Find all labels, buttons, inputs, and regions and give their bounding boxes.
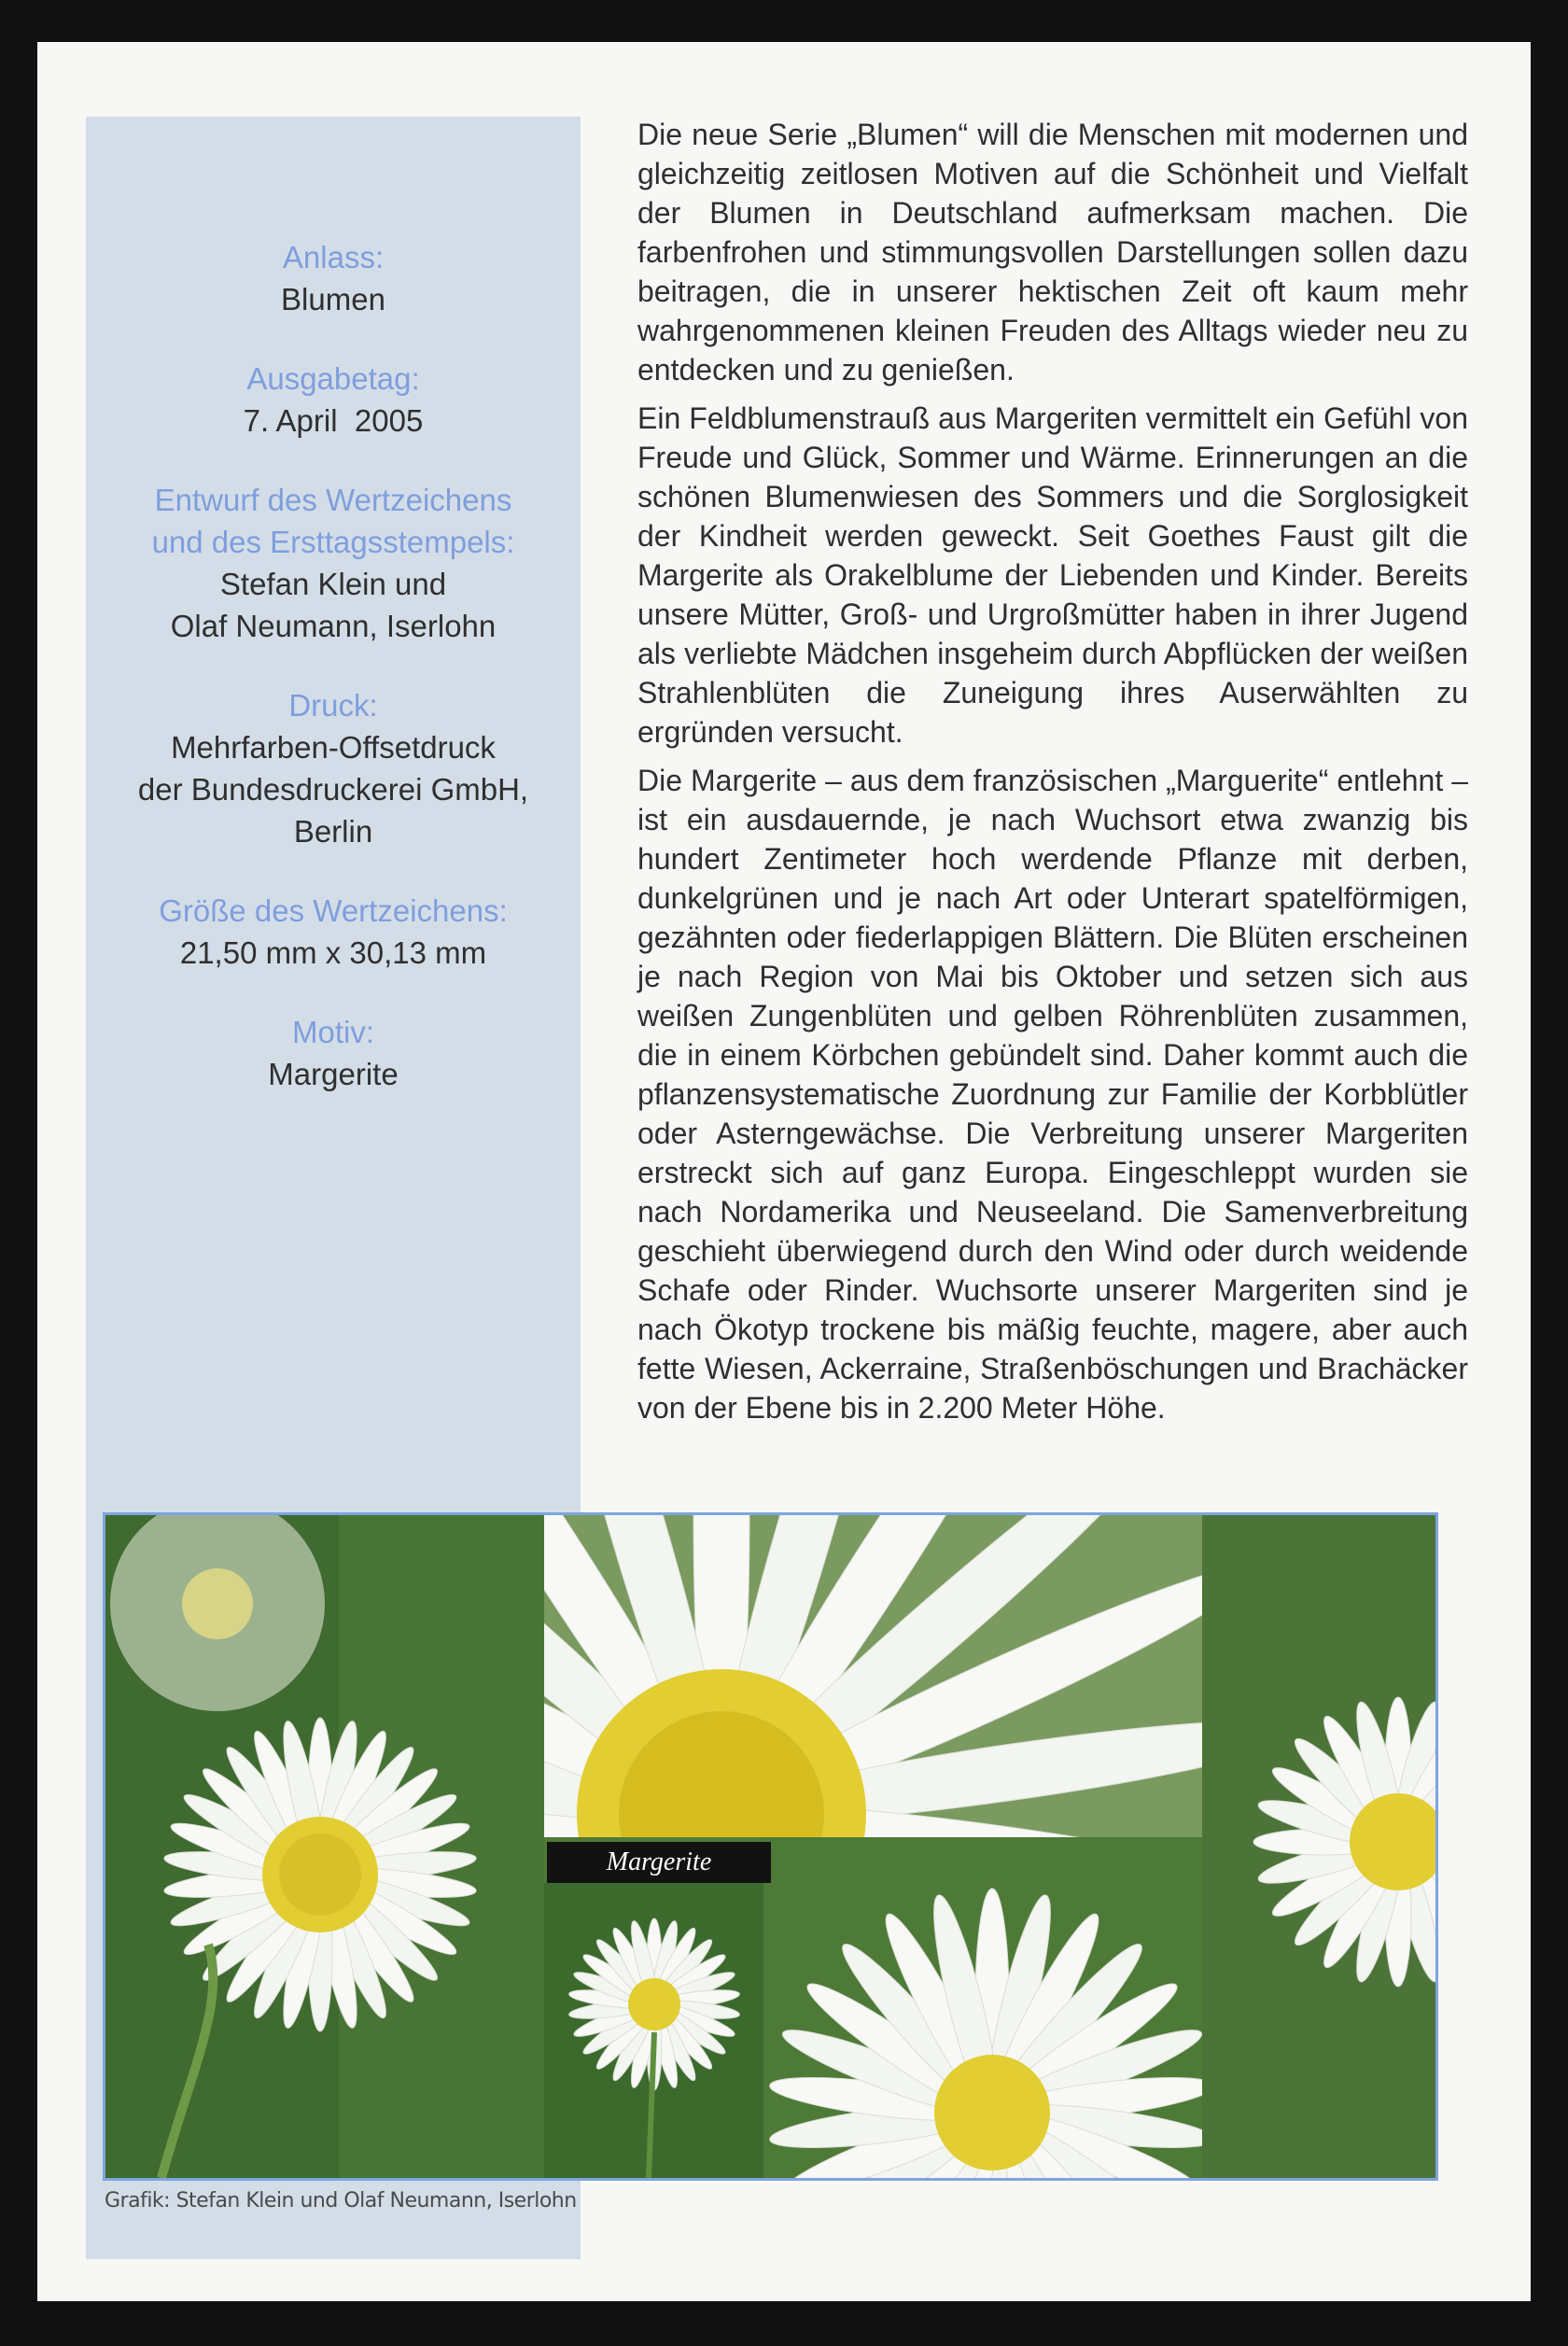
daisy-closeup-illustration	[544, 1515, 1202, 1837]
photo-bottom-large-daisy	[763, 1837, 1202, 2178]
info-block-ausgabetag	[86, 358, 581, 442]
daisy-side-illustration	[1202, 1515, 1435, 2178]
daisy-small-illustration	[544, 1883, 763, 2178]
info-value: Olaf Neumann, Iserlohn	[170, 609, 497, 643]
info-value: 21,50 mm x 30,13 mm	[179, 935, 487, 970]
photo-bottom-small-daisy	[544, 1883, 763, 2178]
info-label: Größe des Wertzeichens:	[159, 893, 508, 928]
article-paragraph: Die Margerite – aus dem französischen „Marguerite“ entlehnt – ist ein ausdauernde, je nach Wuchsort etwa zwanzig bis hundert Zentimeter hoch werdende Pflanze mit derben, dunkelgrünen und je nach Art oder Unterart spatelförmigen, gezähnten oder fiederlappigen Blättern. Die Blüten erscheinen je nach Region von Mai bis Oktober und setzen sich aus weißen Zungenblüten und gelben Röhrenblüten zusammen, die in einem Körbchen gebündelt sind. Daher kommt auch die pflanzensystematische Zuordnung zur Familie der Korbblütler oder Asterngewächse. Die Verbreitung unserer Margeriten erstreckt sich auf ganz Europa. Eingeschleppt wurden sie nach Nordamerika und Neuseeland. Die Samenverbreitung geschieht überwiegend durch den Wind oder durch weidende Schafe oder Rinder. Wuchsorte unserer Margeriten sind je nach Ökotyp trockene bis mäßig feuchte, magere, aber auch fette Wiesen, Ackerraine, Straßenböschungen und Brachäcker von der Ebene bis in 2.200 Meter Höhe.	[637, 764, 1468, 1425]
info-value: der Bundesdruckerei GmbH,	[137, 772, 529, 807]
info-label: Entwurf des Wertzeichens und des Ersttagsstempels:	[151, 483, 515, 559]
info-label: Druck:	[288, 688, 378, 723]
info-label: Anlass:	[282, 240, 385, 274]
info-block-entwurf	[86, 479, 581, 647]
brochure-page	[37, 42, 1531, 2301]
photo-left-daisy	[105, 1515, 544, 2178]
photo-collage	[103, 1512, 1438, 2181]
article-paragraph: Die neue Serie „Blumen“ will die Menschen mit modernen und gleichzeitig zeitlosen Motiven auf die Schönheit und Vielfalt der Blumen in Deutschland aufmerksam machen. Die farbenfrohen und stimmungsvollen Darstellungen sollen dazu beitragen, die in unserer hektischen Zeit oft kaum mehr wahrgenommenen kleinen Freuden des Alltags wieder neu zu entdecken und zu genießen.	[637, 118, 1468, 386]
info-value: Margerite	[268, 1057, 399, 1091]
article-text	[637, 115, 1468, 1437]
photo-top-closeup	[544, 1515, 1202, 1837]
article-paragraph: Ein Feldblumenstrauß aus Margeriten vermittelt ein Gefühl von Freude und Glück, Sommer und Wärme. Erinnerungen an die schönen Blumenwiesen des Sommers und die Sorglosigkeit der Kindheit werden geweckt. Seit Goethes Faust gilt die Margerite als Orakelblume der Liebenden und Kinder. Bereits unsere Mütter, Groß- und Urgroßmütter haben in ihrer Jugend als verliebte Mädchen insgeheim durch Abpflücken der weißen Strahlenblüten die Zuneigung ihres Auserwählten zu ergründen versucht.	[637, 401, 1468, 749]
info-value: Blumen	[281, 282, 385, 316]
info-block-druck	[86, 684, 581, 852]
photo-right-daisy	[1202, 1515, 1435, 2178]
info-value: Stefan Klein und	[219, 567, 447, 601]
daisy-illustration	[105, 1515, 544, 2178]
info-block-motiv	[86, 1011, 581, 1095]
info-value: 7. April 2005	[243, 403, 424, 438]
info-label: Motiv:	[291, 1015, 374, 1049]
info-block-groesse	[86, 890, 581, 974]
photo-credit: Grafik: Stefan Klein und Olaf Neumann, Iserlohn	[105, 2189, 577, 2213]
info-value: Mehrfarben-Offsetdruck	[171, 730, 496, 765]
info-label: Ausgabetag:	[246, 361, 420, 396]
photo-caption: Margerite	[547, 1842, 771, 1883]
daisy-large-illustration	[763, 1837, 1202, 2178]
info-block-anlass	[86, 236, 581, 320]
info-list	[86, 236, 581, 1132]
info-value: Berlin	[293, 814, 373, 849]
